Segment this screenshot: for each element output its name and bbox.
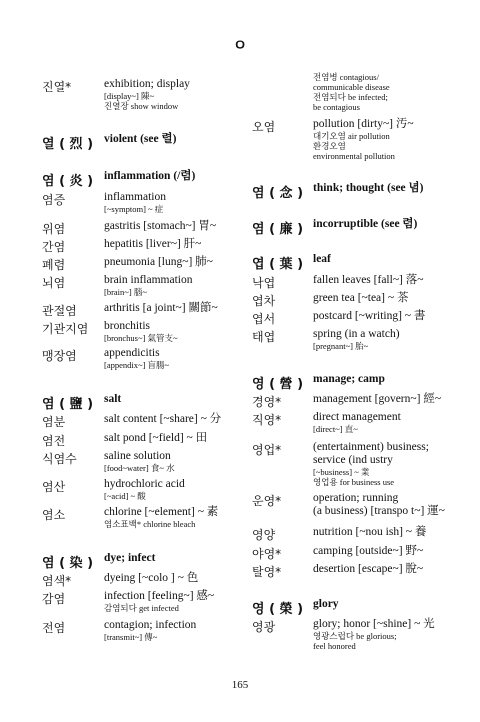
entry-definition: [313, 292, 408, 305]
definition-subline: 염소표백* chlorine bleach: [104, 519, 196, 529]
entry-definition: [104, 256, 213, 269]
definition-line: exhibition; display: [104, 78, 190, 90]
definition-line: contagion; infection: [104, 619, 197, 631]
entry-definition: [104, 274, 192, 297]
entry-headword: 뇌염: [42, 276, 66, 290]
entry-definition: [104, 432, 207, 445]
entry-headword: 위염: [42, 222, 66, 236]
entry-definition: [104, 133, 176, 146]
entry-headword: 염전: [42, 434, 66, 448]
entry-headword: 경영*: [252, 395, 282, 409]
entry-definition: [104, 552, 155, 565]
definition-line: desertion [escape~] 脫~: [313, 563, 424, 575]
section-headword: 영 ( 榮 ): [252, 602, 304, 617]
definition-line: bronchitis: [104, 320, 150, 332]
definition-line: salt pond [~field] ~ 田: [104, 432, 208, 444]
definition-subline: be contagious: [313, 102, 360, 112]
entry-definition: [104, 413, 221, 426]
entry-headword: 식염수: [42, 452, 77, 466]
entry-definition: [104, 478, 185, 501]
entry-headword: 기관지염: [42, 322, 89, 336]
entry-headword: 낙엽: [252, 276, 276, 290]
definition-subline: communicable disease: [313, 82, 390, 92]
definition-line: nutrition [~nou ish] ~ 養: [313, 526, 427, 538]
entry-headword: 관절염: [42, 304, 77, 318]
definition-line: gastritis [stomach~] 胃~: [104, 220, 217, 232]
definition-line: hydrochloric acid: [104, 478, 185, 490]
entry-headword: 간염: [42, 240, 66, 254]
definition-subline: 전염병 contagious/: [313, 72, 379, 82]
entry-headword: 오염: [252, 120, 276, 134]
definition-line: think; thought (see 념): [313, 182, 424, 194]
definition-subline: [direct~] 直~: [313, 424, 358, 434]
definition-subline: [food~water] 食~ 水: [104, 463, 175, 473]
definition-line: service (ind ustry: [313, 454, 393, 466]
entry-definition: [313, 373, 385, 386]
definition-line: brain inflammation: [104, 274, 193, 286]
definition-subline: 영업용 for business use: [313, 477, 395, 487]
entry-definition: [104, 450, 175, 473]
definition-line: arthritis [a joint~] 關節~: [104, 302, 218, 314]
definition-line: leaf: [313, 253, 331, 265]
definition-line: camping [outside~] 野~: [313, 545, 424, 557]
definition-subline: feel honored: [313, 641, 356, 651]
definition-line: direct management: [313, 411, 401, 423]
definition-line: glory; honor [~shine] ~ 光: [313, 618, 435, 630]
definition-line: (entertainment) business;: [313, 441, 429, 453]
entry-definition: [313, 563, 423, 576]
definition-line: manage; camp: [313, 373, 385, 385]
entry-definition: [313, 253, 331, 266]
entry-definition: [313, 72, 390, 112]
entry-definition: [104, 191, 166, 214]
entry-headword: 엽서: [252, 312, 276, 326]
entry-headword: 운영*: [252, 494, 282, 508]
entry-headword: 진열*: [42, 80, 72, 94]
definition-subline: [~business] ~ 業: [313, 467, 370, 477]
entry-definition: [313, 182, 423, 195]
entry-headword: 영광: [252, 620, 276, 634]
entry-definition: [313, 411, 401, 434]
section-headword: 영 ( 營 ): [252, 377, 304, 392]
entry-headword: 영업*: [252, 443, 282, 457]
entry-definition: [313, 618, 435, 651]
entry-headword: 엽차: [252, 294, 276, 308]
entry-headword: 태엽: [252, 330, 276, 344]
definition-line: violent (see 렬): [104, 133, 177, 145]
entry-definition: [104, 220, 216, 233]
definition-line: salt content [~share] ~ 分: [104, 413, 222, 425]
definition-subline: [bronchus~] 氣管支~: [104, 333, 178, 343]
entry-definition: [313, 526, 426, 539]
definition-line: dye; infect: [104, 552, 156, 564]
entry-definition: [104, 619, 196, 642]
entry-definition: [104, 170, 195, 183]
entry-definition: [313, 492, 445, 518]
definition-subline: 환경오염: [313, 141, 346, 151]
entry-headword: 염증: [42, 193, 66, 207]
entry-headword: 염산: [42, 480, 66, 494]
definition-line: incorruptible (see 렴): [313, 218, 418, 230]
entry-definition: [313, 118, 414, 161]
definition-subline: environmental pollution: [313, 151, 395, 161]
entry-headword: 염소: [42, 508, 66, 522]
entry-definition: [104, 238, 201, 251]
entry-definition: [104, 506, 218, 529]
entry-definition: [104, 320, 178, 343]
definition-subline: 감염되다 get infected: [104, 603, 179, 613]
definition-line: inflammation: [104, 191, 166, 203]
section-headword: 열 ( 烈 ): [42, 137, 94, 152]
definition-line: appendicitis: [104, 347, 160, 359]
section-headword: 엽 ( 葉 ): [252, 257, 304, 272]
entry-definition: [104, 590, 214, 613]
entry-headword: 야영*: [252, 547, 282, 561]
entry-headword: 맹장염: [42, 349, 77, 363]
definition-line: operation; running: [313, 492, 399, 504]
entry-definition: [313, 274, 423, 287]
entry-definition: [313, 545, 423, 558]
entry-headword: 염분: [42, 415, 66, 429]
entry-definition: [104, 302, 218, 315]
definition-line: postcard [~writing] ~ 書: [313, 310, 426, 322]
definition-line: pneumonia [lung~] 肺~: [104, 256, 213, 268]
definition-line: dyeing [~colo ] ~ 色: [104, 572, 199, 584]
entry-definition: [104, 572, 198, 585]
definition-line: fallen leaves [fall~] 落~: [313, 274, 424, 286]
section-headword: 염 ( 廉 ): [252, 222, 304, 237]
definition-line: hepatitis [liver~] 肝~: [104, 238, 202, 250]
definition-subline: [brain~] 腦~: [104, 287, 147, 297]
section-headword: 염 ( 炎 ): [42, 174, 94, 189]
definition-line: spring (in a watch): [313, 328, 400, 340]
definition-line: green tea [~tea] ~ 茶: [313, 292, 409, 304]
entry-definition: [104, 347, 169, 370]
definition-line: inflammation (/렴): [104, 170, 196, 182]
definition-subline: [~acid] ~ 酸: [104, 491, 146, 501]
definition-line: pollution [dirty~] 汚~: [313, 118, 414, 130]
definition-line: glory: [313, 598, 339, 610]
entry-headword: 염색*: [42, 574, 72, 588]
section-headword: 염 ( 鹽 ): [42, 397, 94, 412]
page-header-letter: ㅇ: [232, 38, 248, 54]
section-headword: 염 ( 念 ): [252, 186, 304, 201]
entry-definition: [313, 393, 441, 406]
page-number: 165: [231, 679, 249, 691]
entry-headword: 감염: [42, 592, 66, 606]
definition-line: chlorine [~element] ~ 素: [104, 506, 219, 518]
entry-headword: 폐렴: [42, 258, 66, 272]
definition-subline: [~symptom] ~ 症: [104, 204, 164, 214]
definition-subline: 전염되다 be infected;: [313, 92, 388, 102]
entry-headword: 전염: [42, 621, 66, 635]
entry-definition: [313, 598, 339, 611]
definition-subline: [transmit~] 傳~: [104, 632, 158, 642]
entry-definition: [104, 393, 121, 406]
definition-subline: [appendix~] 盲腸~: [104, 360, 170, 370]
definition-line: salt: [104, 393, 122, 405]
entry-headword: 영양: [252, 528, 276, 542]
definition-line: infection [feeling~] 感~: [104, 590, 215, 602]
section-headword: 염 ( 染 ): [42, 556, 94, 571]
definition-line: saline solution: [104, 450, 171, 462]
entry-headword: 탈영*: [252, 565, 282, 579]
entry-definition: [104, 78, 190, 111]
entry-definition: [313, 441, 429, 487]
definition-subline: 영광스럽다 be glorious;: [313, 631, 397, 641]
entry-headword: 직영*: [252, 413, 282, 427]
definition-line: management [govern~] 經~: [313, 393, 442, 405]
definition-subline: [pregnant~] 胎~: [313, 341, 369, 351]
definition-line: (a business) [transpo t~] 運~: [313, 505, 445, 517]
definition-subline: 진열장 show window: [104, 101, 179, 111]
definition-subline: [display~] 陳~: [104, 91, 155, 101]
definition-subline: 대기오염 air pollution: [313, 131, 390, 141]
entry-definition: [313, 310, 425, 323]
entry-definition: [313, 328, 400, 351]
entry-definition: [313, 218, 417, 231]
